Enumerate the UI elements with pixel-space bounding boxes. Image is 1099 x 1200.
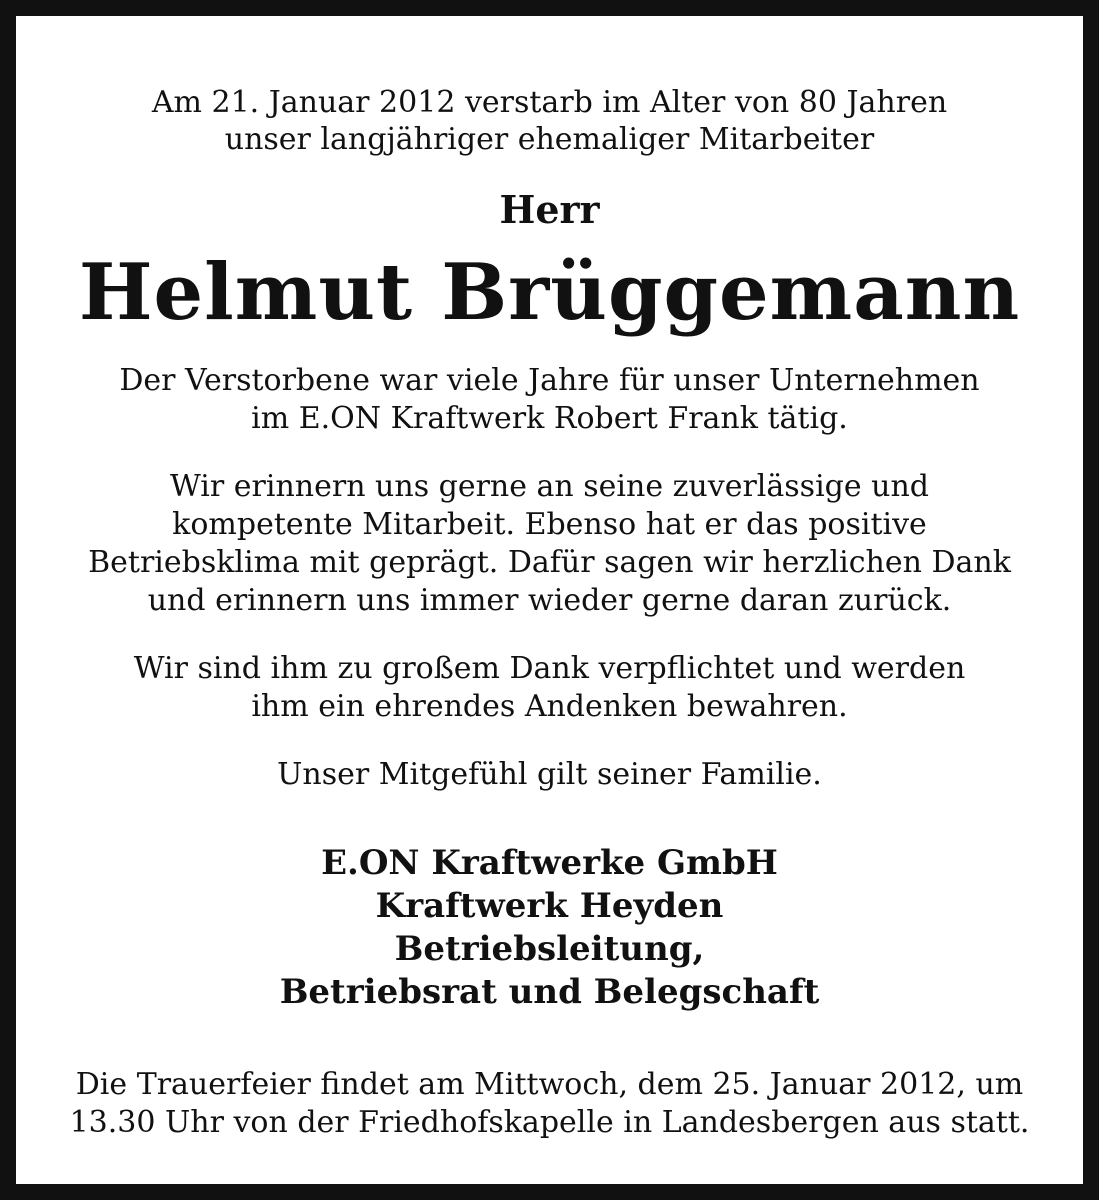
salutation: Herr <box>499 187 600 232</box>
signature-line: E.ON Kraftwerke GmbH <box>321 843 778 883</box>
signature-line: Kraftwerk Heyden <box>375 886 724 926</box>
paragraph-line: im E.ON Kraftwerk Robert Frank tätig. <box>251 401 848 436</box>
signature-block <box>32 842 1067 1014</box>
paragraph-gratitude <box>32 650 1067 726</box>
funeral-line: 13.30 Uhr von der Friedhofskapelle in Landesbergen aus statt. <box>69 1105 1030 1140</box>
paragraph-line: kompetente Mitarbeit. Ebenso hat er das positive <box>172 507 927 542</box>
intro-text <box>32 84 1067 158</box>
funeral-notice <box>32 1066 1067 1142</box>
paragraph-tenure <box>32 362 1067 438</box>
funeral-line: Die Trauerfeier findet am Mittwoch, dem 25. Januar 2012, um <box>75 1067 1024 1102</box>
paragraph-line: Betriebsklima mit geprägt. Dafür sagen wir herzlichen Dank <box>88 545 1011 580</box>
paragraph-line: und erinnern uns immer wieder gerne daran zurück. <box>147 583 952 618</box>
paragraph-line: Der Verstorbene war viele Jahre für unser Unternehmen <box>119 363 980 398</box>
paragraph-line: ihm ein ehrendes Andenken bewahren. <box>251 689 848 724</box>
signature-line: Betriebsleitung, <box>394 929 705 969</box>
paragraph-line: Wir erinnern uns gerne an seine zuverlässige und <box>169 469 930 504</box>
deceased-name: Helmut Brüggemann <box>78 247 1021 338</box>
paragraph-line: Wir sind ihm zu großem Dank verpflichtet und werden <box>133 651 966 686</box>
paragraph-line: Unser Mitgefühl gilt seiner Familie. <box>277 757 822 792</box>
paragraph-condolence <box>32 756 1067 794</box>
intro-line: unser langjähriger ehemaliger Mitarbeiter <box>224 122 875 157</box>
paragraph-remembrance <box>32 468 1067 620</box>
signature-line: Betriebsrat und Belegschaft <box>279 972 820 1012</box>
intro-line: Am 21. Januar 2012 verstarb im Alter von 80 Jahren <box>151 85 948 120</box>
